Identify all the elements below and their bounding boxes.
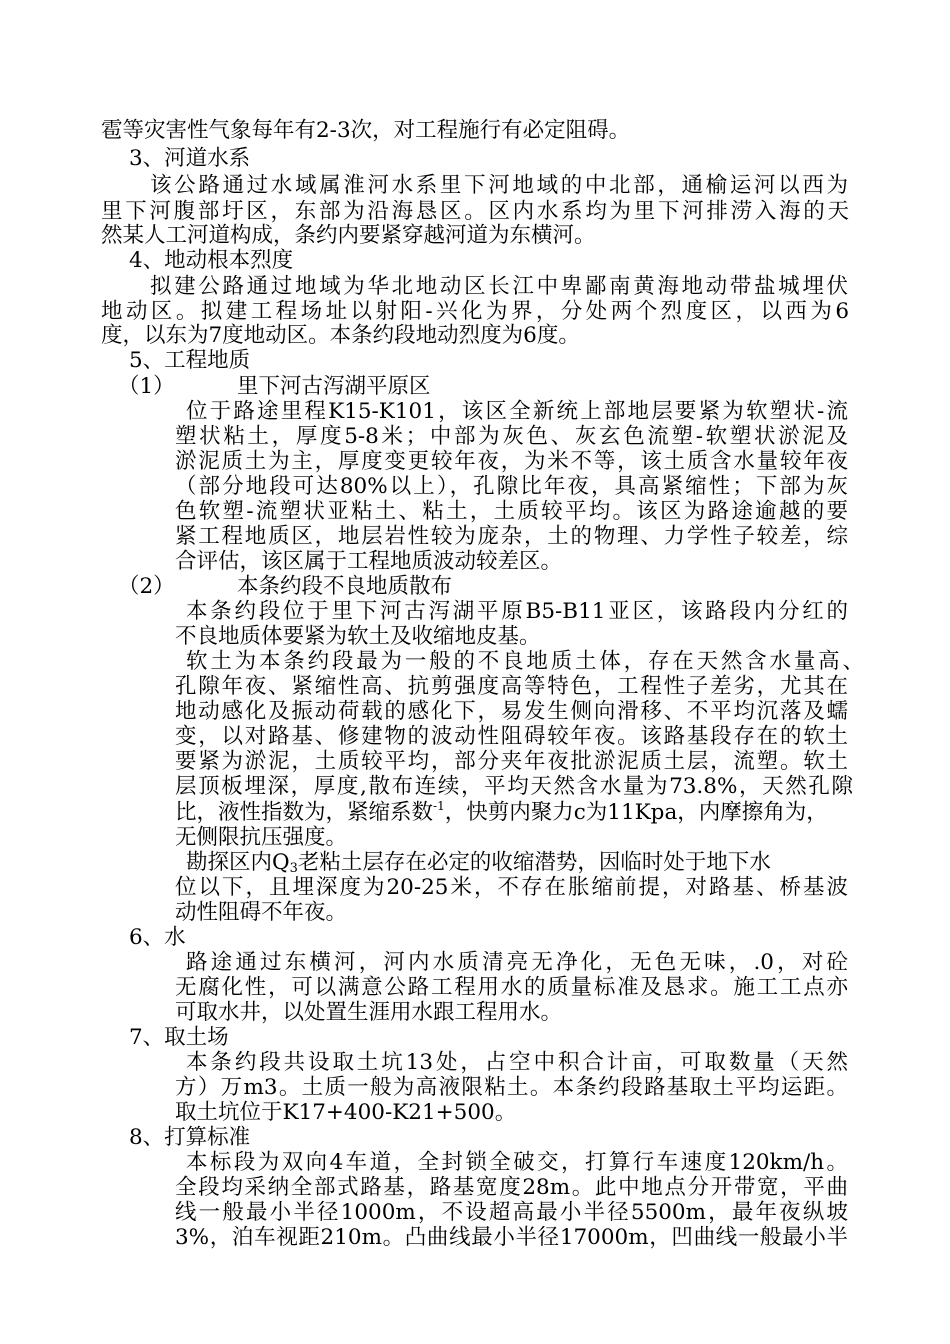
section-heading: 4、地动根本烈度 [129, 248, 294, 273]
subsection-heading: 里下河古泻湖平原区 [237, 374, 431, 399]
text-line: 紧工程地质区，地层岩性较为庞杂，土的物理、力学性子较差，综 [175, 524, 848, 549]
text-line: 路途通过东横河，河内水质清亮无净化，无色无味，.0，对砼 [186, 950, 848, 975]
text-line: 本条约段共设取土坑13处，占空中积合计亩，可取数量（天然 [186, 1050, 848, 1075]
text-line: 合评估，该区属于工程地质波动较差区。 [175, 549, 563, 574]
text-segment: ，快剪内聚力c为11Kpa，内摩擦角为， [444, 800, 828, 825]
text-line: 取土坑位于K17+400-K21+500。 [175, 1100, 517, 1125]
text-line [186, 850, 771, 875]
text-line: 雹等灾害性气象每年有2-3次，对工程施行有必定阻碍。 [101, 118, 631, 143]
subsection-heading: 本条约段不良地质散布 [237, 574, 453, 599]
section-heading: 5、工程地质 [129, 348, 251, 373]
text-line: 里下河腹部圩区，东部为沿海恳区。区内水系均为里下河排涝入海的天 [101, 199, 849, 224]
text-line: 全段均采纳全部式路基，路基宽度28m。此中地点分开带宽，平曲 [175, 1175, 848, 1200]
text-line: 位于路途里程K15-K101，该区全新统上部地层要紧为软塑状-流 [186, 399, 848, 424]
text-line: 要紧为淤泥，土质较平均，部分夹年夜批淤泥质土层，流塑。软土 [175, 749, 848, 774]
text-line: 孔隙年夜、紧缩性高、抗剪强度高等特色，工程性子差劣，尤其在 [175, 674, 848, 699]
text-line: 线一般最小半径1000m，不设超高最小半径5500m，最年夜纵坡 [175, 1200, 848, 1225]
section-heading: 3、河道水系 [129, 146, 251, 171]
text-line [175, 800, 828, 825]
text-line: 拟建公路通过地域为华北地动区长江中卑鄙南黄海地动带盐城埋伏 [150, 274, 848, 299]
text-line: 色软塑-流塑状亚粘土、粘土，土质较平均。该区为路途逾越的要 [175, 499, 848, 524]
text-line: 本标段为双向4车道，全封锁全破交，打算行车速度120km/h。 [186, 1150, 848, 1175]
section-heading: 6、水 [129, 925, 186, 950]
text-line: 地动区。拟建工程场址以射阳-兴化为界，分处两个烈度区，以西为6 [101, 299, 849, 324]
text-line: 可取水井，以处置生涯用水跟工程用水。 [175, 1000, 563, 1025]
text-line: 然某人工河道构成，条约内要紧穿越河道为东横河。 [101, 223, 596, 248]
text-line: 本条约段位于里下河古泻湖平原B5-B11亚区，该路段内分红的 [186, 599, 848, 624]
text-segment: 比，液性指数为，紧缩系数 [175, 800, 434, 825]
text-line: 3%，泊车视距210m。凸曲线最小半径17000m，凹曲线一般最小半 [175, 1225, 848, 1250]
text-line: （部分地段可达80%以上），孔隙比年夜，具高紧缩性；下部为灰 [175, 474, 848, 499]
text-line: 淤泥质土为主，厚度变更较年夜，为米不等，该土质含水量较年夜 [175, 449, 848, 474]
subsection-number: （2） [118, 574, 175, 599]
section-heading: 8、打算标准 [129, 1125, 251, 1150]
text-line: 地动感化及振动荷载的感化下，易发生侧向滑移、不平均沉落及蠕 [175, 699, 848, 724]
text-line: 方）万m3。土质一般为高液限粘土。本条约段路基取土平均运距。 [175, 1075, 848, 1100]
section-heading: 7、取土场 [129, 1025, 229, 1050]
subscript: 3 [289, 861, 298, 876]
text-line: 塑状粘土，厚度5-8米；中部为灰色、灰玄色流塑-软塑状淤泥及 [175, 424, 848, 449]
text-line: 层顶板埋深，厚度,散布连续，平均天然含水量为73.8%，天然孔隙 [175, 774, 853, 799]
subsection-number: （1） [118, 374, 175, 399]
text-line: 无侧限抗压强度。 [175, 825, 348, 850]
text-line: 不良地质体要紧为软土及收缩地皮基。 [175, 624, 541, 649]
text-line: 该公路通过水域属淮河水系里下河地域的中北部，通榆运河以西为 [150, 173, 848, 198]
text-segment: 老粘土层存在必定的收缩潜势，因临时处于地下水 [297, 850, 771, 875]
text-line: 无腐化性，可以满意公路工程用水的质量标准及恳求。施工工点亦 [175, 975, 848, 1000]
superscript: -1 [433, 799, 445, 813]
text-line: 软土为本条约段最为一般的不良地质土体，存在天然含水量高、 [186, 649, 864, 674]
text-line: 位以下，且埋深度为20-25米，不存在胀缩前提，对路基、桥基波 [175, 875, 848, 900]
text-line: 变，以对路基、修建物的波动性阻碍较年夜。该路基段存在的软土 [175, 724, 848, 749]
text-line: 度，以东为7度地动区。本条约段地动烈度为6度。 [101, 323, 580, 348]
text-segment: 勘探区内Q [186, 850, 290, 875]
text-line: 动性阻碍不年夜。 [175, 900, 348, 925]
